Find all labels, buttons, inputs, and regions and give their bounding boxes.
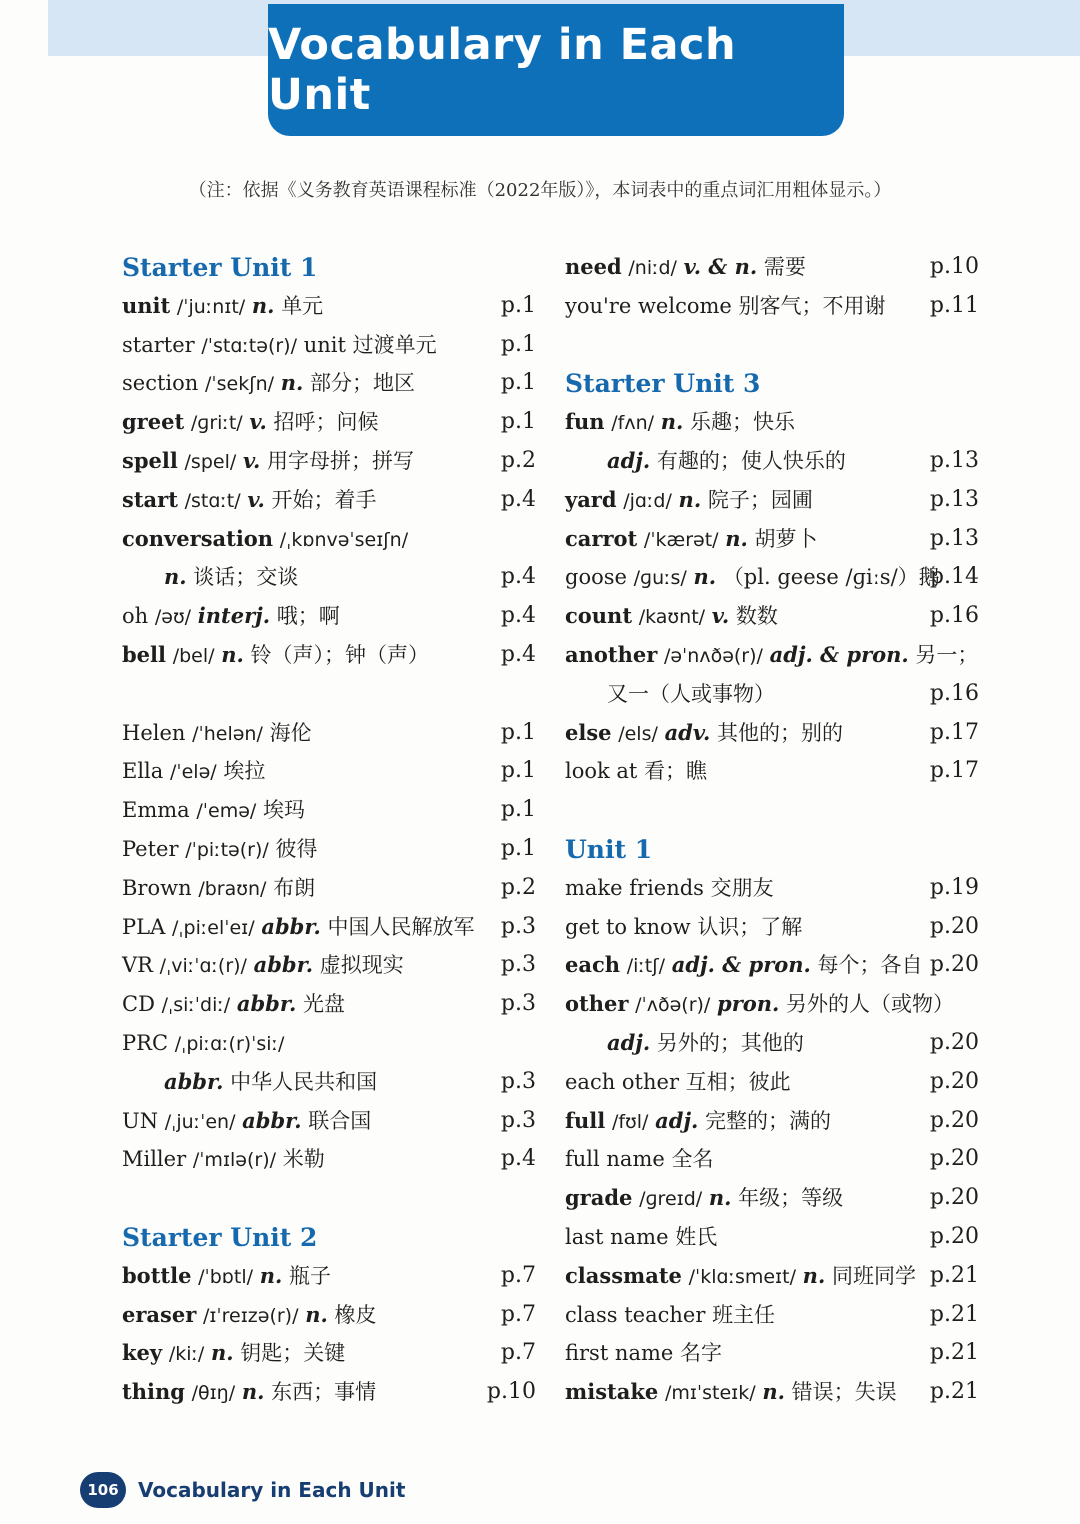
definition: 其他的；别的 bbox=[716, 720, 843, 745]
entry-continuation bbox=[122, 558, 542, 597]
page-ref: p.20 bbox=[929, 913, 979, 939]
page-title: Vocabulary in Each Unit bbox=[268, 20, 737, 120]
page-ref: p.21 bbox=[929, 1301, 979, 1327]
page-ref: p.20 bbox=[929, 1223, 979, 1249]
vocab-word: PRC bbox=[122, 1030, 169, 1055]
vocab-entry bbox=[565, 1140, 985, 1179]
page-ref: p.20 bbox=[929, 1107, 979, 1133]
vocab-word: need bbox=[565, 254, 622, 279]
right-column bbox=[565, 248, 985, 1412]
vocab-word: Miller bbox=[122, 1147, 187, 1172]
vocab-word: CD bbox=[122, 992, 155, 1017]
vocab-entry bbox=[122, 1296, 542, 1335]
entry-continuation bbox=[565, 442, 985, 481]
vocab-word: Helen bbox=[122, 720, 186, 745]
vocab-word: else bbox=[565, 719, 612, 745]
definition: 数数 bbox=[735, 604, 778, 629]
definition: （pl. geese /ɡiːs/）鹅 bbox=[722, 565, 940, 590]
vocab-word: grade bbox=[565, 1185, 633, 1211]
title-tab bbox=[268, 4, 844, 136]
part-of-speech: n. bbox=[678, 486, 702, 512]
definition: 埃玛 bbox=[262, 798, 305, 823]
phonetic: /ɪˈreɪzə(r)/ bbox=[202, 1304, 299, 1327]
phonetic: /iːtʃ/ bbox=[626, 955, 666, 978]
vocab-entry bbox=[565, 1063, 985, 1102]
vocab-entry bbox=[565, 520, 985, 559]
vocab-word: goose bbox=[565, 565, 627, 590]
phonetic: /ˈbɒtl/ bbox=[198, 1265, 254, 1288]
vocab-entry bbox=[122, 1140, 542, 1179]
definition: 米勒 bbox=[282, 1147, 325, 1172]
phonetic: /ɡreɪd/ bbox=[639, 1188, 703, 1211]
vocab-entry bbox=[122, 326, 542, 365]
vocab-word: each other bbox=[565, 1069, 679, 1094]
phonetic: /stɑːt/ bbox=[184, 489, 241, 512]
phonetic: /əˈnʌðə(r)/ bbox=[663, 644, 763, 667]
vocab-word: bottle bbox=[122, 1262, 192, 1288]
part-of-speech: abbr. bbox=[164, 1068, 224, 1094]
vocab-entry bbox=[122, 985, 542, 1024]
left-column bbox=[122, 248, 542, 1412]
part-of-speech: adv. bbox=[664, 719, 711, 745]
unit-heading: Starter Unit 1 bbox=[122, 253, 318, 282]
phonetic: /ˈklɑːsmeɪt/ bbox=[688, 1265, 796, 1288]
part-of-speech: interj. bbox=[197, 603, 271, 629]
phonetic: /ɡuːs/ bbox=[633, 567, 687, 590]
vocab-entry bbox=[122, 908, 542, 947]
spacer bbox=[122, 675, 542, 714]
vocab-word: yard bbox=[565, 486, 617, 512]
vocab-word: you're welcome bbox=[565, 293, 732, 318]
definition: 交朋友 bbox=[710, 875, 774, 900]
page-ref: p.20 bbox=[929, 1029, 979, 1055]
footer bbox=[80, 1472, 405, 1508]
phonetic: /ˈhelən/ bbox=[192, 722, 263, 745]
definition: 钥匙；关键 bbox=[240, 1341, 346, 1366]
vocab-word: VR bbox=[122, 953, 153, 978]
page-ref: p.16 bbox=[929, 603, 979, 629]
page-ref: p.20 bbox=[929, 1146, 979, 1172]
vocab-word: first name bbox=[565, 1341, 674, 1366]
page-ref: p.19 bbox=[929, 874, 979, 900]
vocab-entry bbox=[122, 1102, 542, 1141]
part-of-speech: n. bbox=[221, 641, 244, 667]
vocab-entry bbox=[122, 946, 542, 985]
unit-heading: Starter Unit 3 bbox=[565, 369, 761, 399]
definition: 铃（声）；钟（声） bbox=[250, 642, 429, 667]
vocab-word: PLA bbox=[122, 914, 166, 939]
definition: 中华人民共和国 bbox=[230, 1069, 378, 1094]
part-of-speech: n. bbox=[211, 1340, 234, 1366]
vocab-entry bbox=[565, 946, 985, 985]
vocab-entry bbox=[122, 714, 542, 753]
phonetic: /ˈkærət/ bbox=[643, 528, 719, 551]
vocab-entry bbox=[565, 558, 985, 597]
phonetic: /bel/ bbox=[172, 644, 215, 667]
vocab-entry bbox=[122, 364, 542, 403]
page-ref: p.14 bbox=[929, 564, 979, 590]
vocab-entry bbox=[122, 636, 542, 675]
spacer bbox=[565, 326, 985, 365]
page-ref: p.13 bbox=[929, 447, 979, 473]
part-of-speech: n. bbox=[802, 1262, 826, 1288]
definition: 哦；啊 bbox=[276, 604, 340, 629]
vocab-entry bbox=[122, 287, 542, 326]
phonetic: /ˌpiːelˈeɪ/ bbox=[171, 916, 255, 939]
part-of-speech: adj. bbox=[607, 447, 651, 473]
phonetic: /niːd/ bbox=[628, 257, 677, 279]
unit-heading: Unit 1 bbox=[565, 834, 653, 864]
page-ref: p.10 bbox=[929, 254, 979, 279]
phonetic: /ˈmɪlə(r)/ bbox=[192, 1149, 277, 1172]
page-ref: p.4 bbox=[500, 1146, 536, 1172]
spacer bbox=[565, 791, 985, 830]
definition: 埃拉 bbox=[223, 759, 266, 784]
page-ref: p.21 bbox=[929, 1262, 979, 1288]
phonetic: /ˈemə/ bbox=[196, 800, 257, 823]
entry-continuation bbox=[565, 675, 985, 714]
vocab-entry bbox=[565, 287, 985, 326]
definition: 布朗 bbox=[273, 875, 316, 900]
vocab-word: last name bbox=[565, 1224, 669, 1249]
vocab-word: start bbox=[122, 486, 178, 512]
part-of-speech: v. bbox=[247, 486, 265, 512]
spacer bbox=[122, 1179, 542, 1218]
vocab-entry bbox=[122, 403, 542, 442]
page-ref: p.11 bbox=[929, 292, 979, 318]
vocab-entry bbox=[122, 597, 542, 636]
page-ref: p.1 bbox=[500, 797, 536, 823]
phonetic: /ˈsekʃn/ bbox=[204, 373, 275, 396]
definition: 名字 bbox=[680, 1341, 723, 1366]
vocab-entry bbox=[565, 636, 985, 675]
page-ref: p.3 bbox=[500, 952, 536, 978]
page-ref: p.7 bbox=[500, 1301, 536, 1327]
page-ref: p.4 bbox=[500, 641, 536, 667]
vocab-entry bbox=[565, 1334, 985, 1373]
page-ref: p.1 bbox=[500, 292, 536, 318]
definition: 另外的人（或物） bbox=[786, 992, 955, 1017]
phonetic: /ˈstɑːtə(r)/ bbox=[201, 334, 297, 357]
definition: 光盘 bbox=[302, 992, 345, 1017]
vocab-entry bbox=[565, 1179, 985, 1218]
part-of-speech: adj. & pron. bbox=[671, 952, 811, 978]
phonetic: /kaʊnt/ bbox=[638, 606, 706, 629]
vocab-word: classmate bbox=[565, 1262, 682, 1288]
vocab-entry bbox=[565, 248, 985, 287]
vocab-entry bbox=[565, 1373, 985, 1412]
vocab-word: look at bbox=[565, 759, 638, 784]
part-of-speech: n. bbox=[164, 564, 187, 590]
vocab-word: thing bbox=[122, 1379, 185, 1405]
page-ref: p.20 bbox=[929, 1068, 979, 1094]
definition: unit 过渡单元 bbox=[303, 332, 437, 357]
part-of-speech: n. bbox=[693, 564, 717, 590]
part-of-speech: adj. bbox=[607, 1029, 651, 1055]
vocab-entry bbox=[565, 481, 985, 520]
page-ref: p.17 bbox=[929, 758, 979, 784]
vocab-entry bbox=[565, 403, 985, 442]
page-ref: p.17 bbox=[929, 719, 979, 745]
part-of-speech: n. bbox=[251, 292, 275, 318]
vocab-entry bbox=[565, 1102, 985, 1141]
page-ref: p.21 bbox=[929, 1340, 979, 1366]
page-ref: p.16 bbox=[929, 680, 979, 706]
definition: 同班同学 bbox=[831, 1263, 916, 1288]
definition: 又一（人或事物） bbox=[607, 681, 775, 706]
vocab-entry bbox=[565, 597, 985, 636]
page-ref: p.1 bbox=[500, 835, 536, 861]
phonetic: /braʊn/ bbox=[198, 877, 267, 900]
definition: 另一； bbox=[915, 642, 979, 667]
page-ref: p.1 bbox=[500, 719, 536, 745]
vocab-word: starter bbox=[122, 332, 195, 357]
page-ref: p.10 bbox=[486, 1379, 536, 1405]
definition: 全名 bbox=[671, 1147, 714, 1172]
part-of-speech: n. bbox=[762, 1379, 785, 1405]
vocab-word: Brown bbox=[122, 875, 192, 900]
vocab-word: full bbox=[565, 1107, 606, 1133]
definition: 用字母拼；拼写 bbox=[267, 448, 415, 473]
definition: 虚拟现实 bbox=[319, 953, 404, 978]
vocab-word: each bbox=[565, 952, 621, 978]
part-of-speech: abbr. bbox=[253, 952, 314, 978]
page-ref: p.7 bbox=[500, 1340, 536, 1366]
definition: 中国人民解放军 bbox=[327, 914, 475, 939]
vocab-word: section bbox=[122, 371, 199, 396]
vocab-entry bbox=[122, 791, 542, 830]
part-of-speech: pron. bbox=[717, 991, 780, 1017]
vocab-word: bell bbox=[122, 641, 166, 667]
vocab-word: Emma bbox=[122, 798, 190, 823]
vocab-entry bbox=[565, 908, 985, 947]
vocab-word: class teacher bbox=[565, 1302, 706, 1327]
vocab-entry bbox=[565, 714, 985, 753]
definition: 胡萝卜 bbox=[754, 526, 818, 551]
part-of-speech: adj. bbox=[655, 1107, 699, 1133]
part-of-speech: abbr. bbox=[242, 1107, 302, 1133]
page-ref: p.3 bbox=[500, 1107, 536, 1133]
phonetic: /spel/ bbox=[184, 450, 237, 473]
phonetic: /ˈjuːnɪt/ bbox=[176, 295, 246, 318]
phonetic: /ˌpiːɑː(r)ˈsiː/ bbox=[174, 1032, 285, 1055]
vocab-entry bbox=[565, 1257, 985, 1296]
phonetic: /fʊl/ bbox=[611, 1110, 649, 1133]
vocab-entry bbox=[122, 520, 542, 559]
phonetic: /jɑːd/ bbox=[623, 489, 672, 512]
footer-label: Vocabulary in Each Unit bbox=[138, 1478, 406, 1502]
page-ref: p.1 bbox=[500, 758, 536, 784]
vocab-word: unit bbox=[122, 292, 171, 318]
part-of-speech: n. bbox=[725, 525, 748, 551]
vocab-word: UN bbox=[122, 1108, 159, 1133]
part-of-speech: n. bbox=[708, 1185, 732, 1211]
definition: 瓶子 bbox=[288, 1263, 331, 1288]
definition: 橡皮 bbox=[334, 1302, 377, 1327]
phonetic: /els/ bbox=[618, 722, 658, 745]
page-number-badge: 106 bbox=[80, 1472, 126, 1508]
phonetic: /ˈelə/ bbox=[169, 761, 217, 784]
phonetic: /ˌjuːˈen/ bbox=[164, 1110, 236, 1133]
page-ref: p.1 bbox=[500, 370, 536, 396]
phonetic: /ɡriːt/ bbox=[190, 412, 243, 435]
vocab-word: mistake bbox=[565, 1379, 659, 1405]
vocab-word: oh bbox=[122, 604, 149, 629]
page-ref: p.20 bbox=[929, 1185, 979, 1211]
part-of-speech: abbr. bbox=[236, 991, 297, 1017]
vocab-entry bbox=[122, 1257, 542, 1296]
part-of-speech: adj. & pron. bbox=[769, 641, 909, 667]
definition: 单元 bbox=[281, 293, 324, 318]
phonetic: /ˌsiːˈdiː/ bbox=[161, 994, 231, 1017]
vocab-word: get to know bbox=[565, 914, 691, 939]
definition: 姓氏 bbox=[675, 1224, 718, 1249]
phonetic: /ˌviːˈɑː(r)/ bbox=[159, 955, 247, 978]
vocab-word: greet bbox=[122, 409, 185, 435]
page-ref: p.13 bbox=[929, 486, 979, 512]
phonetic: /ˌkɒnvəˈseɪʃn/ bbox=[279, 528, 409, 551]
part-of-speech: n. bbox=[241, 1379, 265, 1405]
definition: 看；瞧 bbox=[644, 759, 708, 784]
definition: 互相；彼此 bbox=[685, 1069, 791, 1094]
definition: 彼得 bbox=[275, 836, 318, 861]
definition: 有趣的；使人快乐的 bbox=[656, 448, 846, 473]
vocab-entry bbox=[565, 752, 985, 791]
vocab-entry bbox=[122, 830, 542, 869]
definition: 需要 bbox=[763, 255, 806, 279]
part-of-speech: v. bbox=[711, 603, 730, 629]
definition: 谈话；交谈 bbox=[193, 565, 299, 590]
vocab-word: another bbox=[565, 641, 658, 667]
vocab-entry bbox=[122, 1373, 542, 1412]
definition: 每个；各自 bbox=[817, 953, 923, 978]
page-ref: p.3 bbox=[500, 991, 536, 1017]
vocab-word: Peter bbox=[122, 836, 179, 861]
part-of-speech: abbr. bbox=[261, 913, 321, 939]
page-ref: p.7 bbox=[500, 1262, 536, 1288]
definition: 另外的；其他的 bbox=[656, 1030, 804, 1055]
vocab-entry bbox=[122, 481, 542, 520]
phonetic: /mɪˈsteɪk/ bbox=[664, 1382, 756, 1405]
page-ref: p.1 bbox=[500, 409, 536, 435]
definition: 东西；事情 bbox=[271, 1380, 377, 1405]
entry-continuation bbox=[565, 1024, 985, 1063]
vocab-entry bbox=[122, 752, 542, 791]
page-ref: p.1 bbox=[500, 331, 536, 357]
part-of-speech: n. bbox=[305, 1301, 328, 1327]
page-ref: p.4 bbox=[500, 564, 536, 590]
part-of-speech: n. bbox=[259, 1262, 283, 1288]
vocab-word: carrot bbox=[565, 525, 638, 551]
definition: 部分；地区 bbox=[310, 371, 415, 396]
definition: 乐趣；快乐 bbox=[690, 410, 796, 435]
phonetic: /ˈpiːtə(r)/ bbox=[185, 838, 269, 861]
definition: 联合国 bbox=[308, 1108, 372, 1133]
page-ref: p.2 bbox=[500, 874, 536, 900]
phonetic: /ˈʌðə(r)/ bbox=[635, 994, 711, 1017]
vocab-entry bbox=[122, 442, 542, 481]
vocab-word: count bbox=[565, 603, 633, 629]
entry-continuation bbox=[122, 1063, 542, 1102]
page-ref: p.2 bbox=[500, 447, 536, 473]
phonetic: /əʊ/ bbox=[154, 606, 192, 629]
vocab-entry bbox=[565, 1218, 985, 1257]
phonetic: /θɪŋ/ bbox=[191, 1382, 236, 1405]
definition: 别客气；不用谢 bbox=[738, 293, 886, 318]
vocab-word: Ella bbox=[122, 759, 164, 784]
vocab-entry bbox=[122, 869, 542, 908]
definition: 开始；着手 bbox=[271, 487, 377, 512]
phonetic: /fʌn/ bbox=[611, 412, 655, 435]
page-ref: p.3 bbox=[500, 913, 536, 939]
page-ref: p.20 bbox=[929, 952, 979, 978]
vocab-word: other bbox=[565, 991, 629, 1017]
vocab-entry bbox=[122, 1024, 542, 1063]
vocab-entry bbox=[122, 1334, 542, 1373]
vocab-word: make friends bbox=[565, 875, 704, 900]
page-note: （注：依据《义务教育英语课程标准（2022年版）》，本词表中的重点词汇用粗体显示。） bbox=[188, 180, 892, 201]
vocab-entry bbox=[565, 1296, 985, 1335]
vocab-word: key bbox=[122, 1340, 163, 1366]
page-ref: p.4 bbox=[500, 603, 536, 629]
vocab-word: fun bbox=[565, 409, 605, 435]
definition: 错误；失误 bbox=[791, 1380, 897, 1405]
definition: 完整的；满的 bbox=[705, 1108, 832, 1133]
definition: 院子；园圃 bbox=[707, 487, 813, 512]
part-of-speech: v. bbox=[242, 447, 261, 473]
vocab-word: spell bbox=[122, 447, 178, 473]
definition: 海伦 bbox=[269, 720, 312, 745]
page-ref: p.4 bbox=[500, 486, 536, 512]
part-of-speech: n. bbox=[660, 409, 684, 435]
definition: 认识；了解 bbox=[697, 914, 803, 939]
part-of-speech: v. bbox=[249, 409, 267, 435]
definition: 班主任 bbox=[712, 1302, 776, 1327]
part-of-speech: v. & n. bbox=[683, 254, 758, 279]
vocab-word: conversation bbox=[122, 525, 274, 551]
part-of-speech: n. bbox=[280, 370, 304, 396]
vocab-word: eraser bbox=[122, 1301, 197, 1327]
vocab-word: full name bbox=[565, 1147, 665, 1172]
vocab-entry bbox=[565, 985, 985, 1024]
page-ref: p.3 bbox=[500, 1068, 536, 1094]
page-ref: p.21 bbox=[929, 1379, 979, 1405]
definition: 年级；等级 bbox=[738, 1186, 844, 1211]
unit-heading: Starter Unit 2 bbox=[122, 1222, 318, 1252]
page-ref: p.13 bbox=[929, 525, 979, 551]
phonetic: /kiː/ bbox=[168, 1343, 205, 1366]
definition: 招呼；问候 bbox=[273, 410, 379, 435]
vocab-entry bbox=[565, 869, 985, 908]
